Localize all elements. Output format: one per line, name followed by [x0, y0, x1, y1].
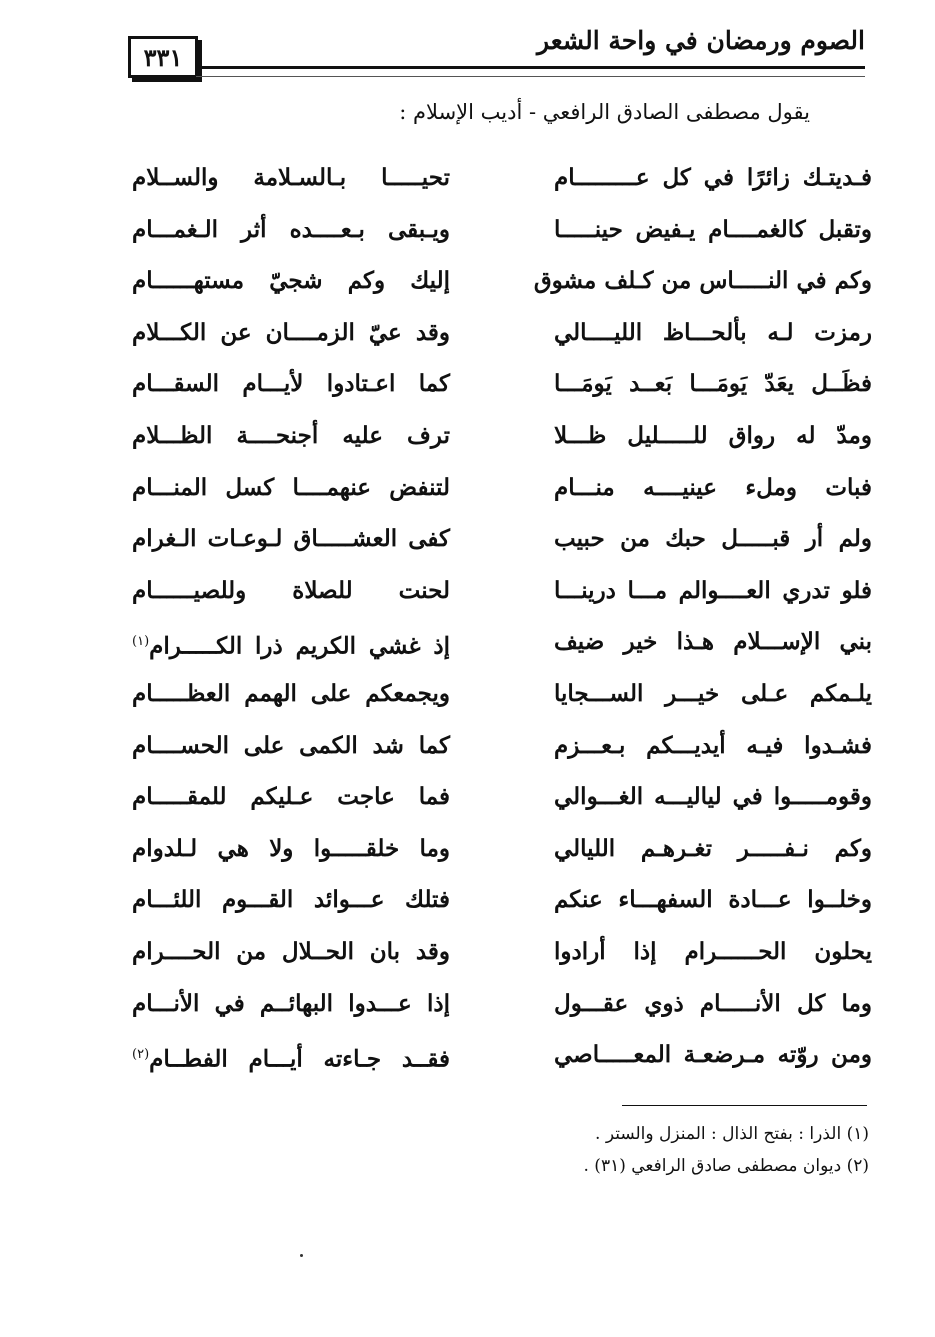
footnote-2: (٢) ديوان مصطفى صادق الرافعي (٣١) .	[583, 1156, 869, 1176]
running-title: الصوم ورمضان في واحة الشعر	[536, 26, 865, 55]
hemistich-text: إذ غشي الكريم ذرا الكـــــرام	[149, 633, 450, 660]
verse	[120, 571, 880, 623]
first-hemistich: يلـمكم عـلى خيـــر الســـجايا	[554, 679, 872, 707]
second-hemistich	[132, 468, 450, 520]
verse	[120, 777, 880, 829]
verse	[120, 622, 880, 674]
hemistich-text: ويـبقى بـعــــده أثر الـغمـــام	[132, 215, 450, 243]
scan-speck	[300, 1254, 303, 1257]
hemistich-text: وقد بان الحــلال من الحــــرام	[132, 937, 450, 965]
second-hemistich	[132, 571, 450, 623]
verse	[120, 829, 880, 881]
first-hemistich: ومدّ له رواق للـــــليل ظـــلا	[554, 421, 872, 449]
hemistich-text: ترف عليه أجنحــــة الظـــلام	[132, 421, 450, 449]
second-hemistich	[132, 261, 450, 313]
second-hemistich	[132, 210, 450, 262]
first-hemistich: ومن روّته مـرضعـة المعـــــاصي	[554, 1041, 872, 1069]
header-rule	[196, 66, 865, 69]
hemistich-text: تحيـــــا بـالسـلامة والســلام	[132, 164, 450, 191]
first-hemistich: وخلــوا عـــادة السفهـــاء عنكم	[554, 886, 872, 914]
first-hemistich: فشـدوا فيـه أيديـــكم بـعـــزم	[554, 731, 872, 759]
verse	[120, 984, 880, 1036]
verse	[120, 726, 880, 778]
second-hemistich	[132, 158, 450, 210]
hemistich-text: كما شد الكمى على الحســــام	[132, 731, 450, 759]
verse	[120, 416, 880, 468]
hemistich-text: لحنت للصلاة وللصيــــــام	[132, 576, 450, 604]
first-hemistich: فبات وملء عينيــــه منـــام	[554, 473, 872, 501]
verse	[120, 880, 880, 932]
hemistich-text: وما خلقـــــوا ولا هي لـلدوام	[132, 834, 450, 862]
second-hemistich	[132, 829, 450, 881]
second-hemistich	[132, 984, 450, 1036]
hemistich-text: فتلك عـــوائد القـــوم اللئـــام	[132, 886, 450, 914]
first-hemistich: ولم أر قبـــــل حبك من حبيب	[554, 525, 872, 553]
second-hemistich	[132, 416, 450, 468]
second-hemistich	[132, 880, 450, 932]
verse	[120, 519, 880, 571]
hemistich-text: لتنفض عنهمــــا كسل المنـــام	[132, 473, 450, 501]
intro-line: يقول مصطفى الصادق الرافعي - أديب الإسلام :	[399, 100, 810, 124]
second-hemistich	[132, 313, 450, 365]
poem	[120, 158, 880, 1078]
first-hemistich: وقومـــــوا في لياليـــه الغـــوالي	[554, 783, 872, 811]
first-hemistich: وكم في النـــــاس من كـلف مشوق	[533, 267, 872, 295]
footnote-rule	[622, 1105, 867, 1106]
footnote-marker: (٢)	[132, 1047, 150, 1063]
second-hemistich	[132, 519, 450, 571]
verse	[120, 932, 880, 984]
verse	[120, 313, 880, 365]
second-hemistich	[132, 622, 450, 674]
verse	[120, 1035, 880, 1087]
verse	[120, 364, 880, 416]
first-hemistich: فظَــل يعَدّ يَومَـــا بَعــد يَومَـــا	[554, 370, 872, 398]
verse	[120, 261, 880, 313]
verse	[120, 158, 880, 210]
hemistich-text: ويجمعكم على الهمم العظـــــام	[132, 679, 450, 707]
hemistich-text: وقد عيّ الزمــــان عن الكـــلام	[132, 318, 450, 346]
verse	[120, 674, 880, 726]
second-hemistich	[132, 777, 450, 829]
first-hemistich: وما كل الأنـــــام ذوي عقـــول	[554, 989, 872, 1017]
page-number: ٣٣١	[128, 36, 198, 78]
hemistich-text: إذا عـــدوا البهائــم في الأنـــام	[132, 989, 450, 1017]
hemistich-text: إليك وكم شجيّ مستهــــــام	[132, 267, 450, 295]
first-hemistich: فلو تدري العــــوالم مـــا درينـــا	[554, 576, 872, 604]
second-hemistich	[132, 726, 450, 778]
second-hemistich	[132, 364, 450, 416]
second-hemistich	[132, 932, 450, 984]
verse	[120, 468, 880, 520]
first-hemistich: فـديتـك زائرًا في كل عـــــــــام	[554, 164, 872, 191]
verse	[120, 210, 880, 262]
hemistich-text: فما عاجت عـليكم للمقـــــام	[132, 783, 450, 811]
footnotes	[583, 1118, 869, 1182]
first-hemistich: وكم نـفـــــر تغـرهـم الليالي	[554, 834, 872, 862]
hemistich-text: فقــد جـاءته أيـــام الفطــام	[149, 1045, 450, 1073]
first-hemistich: بني الإســـلام هـذا خير ضيف	[554, 628, 872, 656]
hemistich-text: كما اعـتادوا لأيـــام السقـــام	[132, 370, 450, 398]
hemistich-text: كفى العشـــــاق لـوعـات الـغرام	[132, 525, 450, 553]
first-hemistich: يحلون الحــــــرام إذا أرادوا	[554, 937, 872, 965]
second-hemistich	[132, 674, 450, 726]
first-hemistich: رمزت لـه بألحـــاظ الليــــالي	[554, 318, 872, 346]
first-hemistich: وتقبل كالغمــــام يـفيض حينـــــا	[554, 215, 872, 243]
footnote-1: (١) الذرا : بفتح الذال : المنزل والستر .	[595, 1124, 869, 1144]
header-rule-thin	[196, 76, 865, 77]
footnote-marker: (١)	[132, 634, 150, 650]
second-hemistich	[132, 1035, 450, 1087]
